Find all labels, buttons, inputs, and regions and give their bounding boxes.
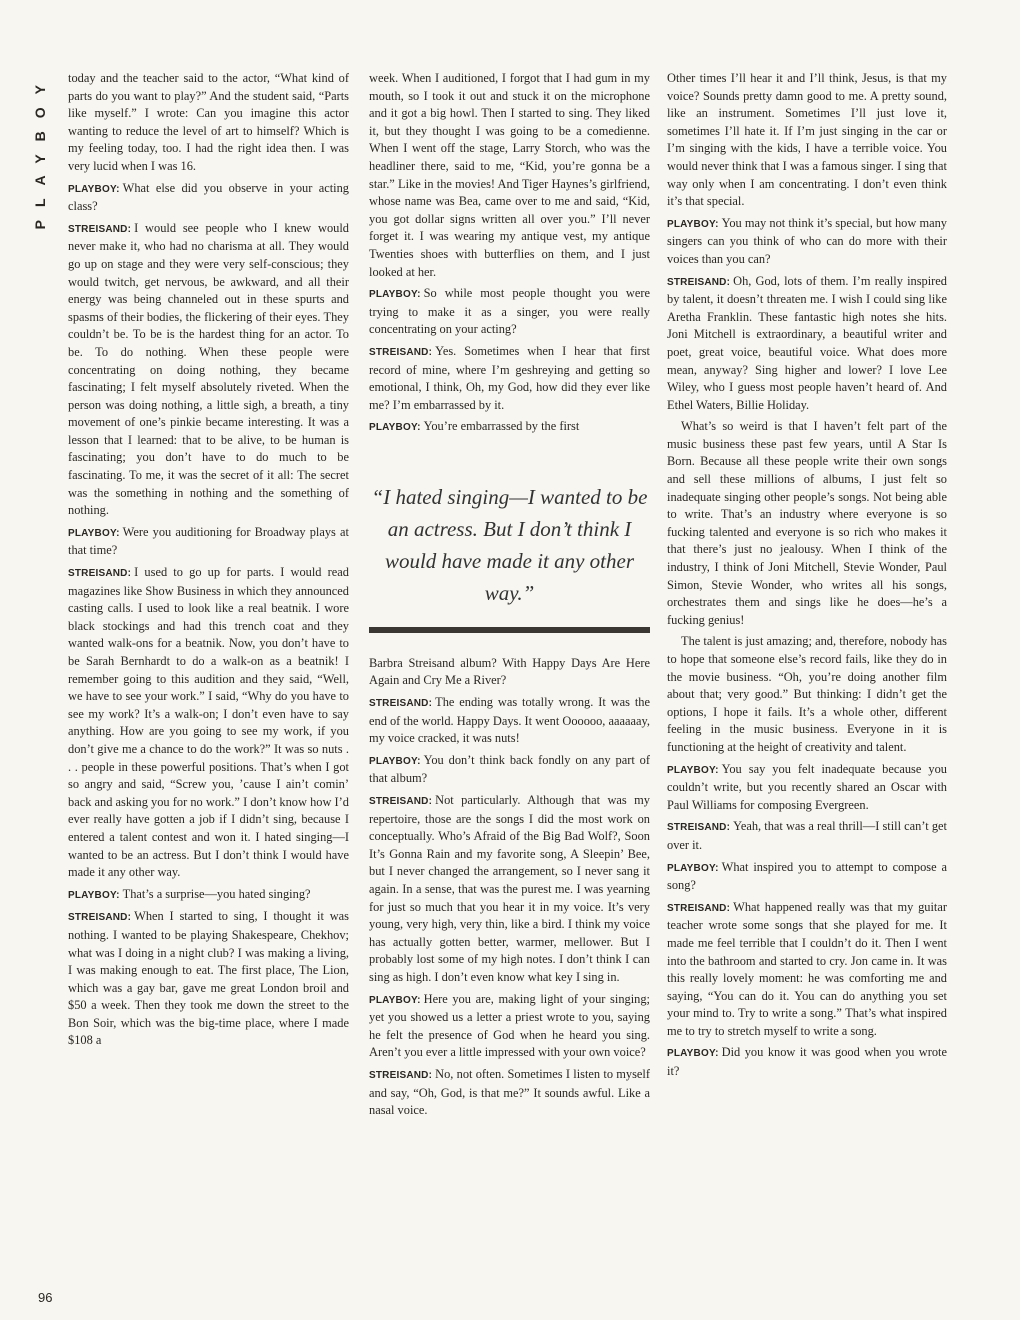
- column-2: [369, 70, 650, 1310]
- article-paragraph: [369, 694, 650, 748]
- paragraph-text: You say you felt inadequate because you couldn’t write, but you recently shared an Oscar with Paul Williams for composing Evergreen.: [667, 761, 947, 812]
- paragraph-text: Not particularly. Although that was my repertoire, those are the songs I did the most work on conceptually. Who’s Afraid of the Big Bad Wolf?, Soon It’s Gonna Rain and my favorite song, A Sleepin’ Bee, but I never changed the arrangement, so I never sang it again. In a sense, that was the purest me. I was yearning for just so much that you hear it in my voice. It’s very young, very high, very thin, like a bird. I think my voice has actually gotten better, warmer, mellower. But I probably lost some of my high notes. I don’t think I can sing as high. I don’t even know what key I sing in.: [369, 793, 650, 984]
- paragraph-text: You’re embarrassed by the first: [423, 419, 580, 434]
- article-paragraph: [369, 285, 650, 339]
- speaker-label: PLAYBOY:: [667, 764, 719, 776]
- speaker-label: STREISAND:: [68, 568, 132, 580]
- paragraph-text: Other times I’ll hear it and I’ll think, Jesus, is that my voice? Sounds pretty damn good to me. A pretty sound, like an instrument. Sometimes I’ll just love it, sometimes I’ll hate it. If I’m just singing in the car or I’m singing with the kids, I have a terrible voice. You would never think that I was a famous singer. I sing that way only when I am concentrating. I don’t even think it’s that special.: [667, 71, 947, 209]
- column-1: [68, 70, 349, 1310]
- article-paragraph: [369, 1066, 650, 1120]
- article-paragraph: [667, 633, 947, 756]
- article-paragraph: [667, 899, 947, 1041]
- speaker-label: STREISAND:: [667, 276, 731, 288]
- article-paragraph: [68, 908, 349, 1050]
- column-2-top-text: [369, 70, 650, 437]
- speaker-label: PLAYBOY:: [68, 527, 120, 539]
- paragraph-text: Were you auditioning for Broadway plays at that time?: [68, 524, 349, 558]
- column-2-bottom-text: [369, 655, 650, 1120]
- paragraph-text: You don’t think back fondly on any part of that album?: [369, 752, 650, 786]
- paragraph-text: Yeah, that was a real thrill—I still can’t get over it.: [667, 819, 947, 852]
- magazine-running-head: PLAYBOY: [32, 72, 48, 230]
- article-paragraph: [68, 564, 349, 882]
- speaker-label: PLAYBOY:: [667, 862, 719, 874]
- paragraph-text: You may not think it’s special, but how many singers can you think of who can do more with their voices than you can?: [667, 215, 947, 266]
- page-number: 96: [38, 1290, 53, 1305]
- article-paragraph: [667, 859, 947, 895]
- paragraph-text: That’s a surprise—you hated singing?: [122, 886, 311, 901]
- pull-quote-rule: [369, 627, 650, 633]
- paragraph-text: Oh, God, lots of them. I’m really inspired by talent, it doesn’t threaten me. I wish I could sing like Aretha Franklin. These fantastic high notes she hits. Joni Mitchell is extraordinary, a beautiful writer and poet, great voice, beautiful voice. What does more mean, anyway? Sing higher and lower? I love Lee Wiley, who I guess most people haven’t heard of. And Ethel Waters, Billie Holiday.: [667, 273, 947, 412]
- speaker-label: PLAYBOY:: [68, 889, 120, 901]
- article-paragraph: [667, 215, 947, 269]
- speaker-label: STREISAND:: [667, 902, 731, 914]
- paragraph-text: What inspired you to attempt to compose a song?: [667, 859, 947, 893]
- speaker-label: STREISAND:: [369, 796, 433, 808]
- article-paragraph: [667, 761, 947, 815]
- paragraph-text: I used to go up for parts. I would read magazines like Show Business in which they announced casting calls. I used to look like a real beatnik. I wore black stockings and had this trench coat and they wanted walk-ons for a beatnik. Now, you don’t have to be Sarah Bernhardt to do a walk-on as a beatnik! I remember going to this audition and they said, “Well, we have to see your work.” I said, “Why do you have to see my work? It’s a walk-on; I don’t even have to say anything. How are you going to see my work, if you don’t give me a chance to do the work?” It was so nuts . . . people in these powerful positions. That’s when I got so angry and said, “Screw you, ’cause I ain’t comin’ back and asking you for no work.” I don’t know how I’d ever really have gotten a job if I didn’t sing, because I entered a talent contest and won it. I hated singing—I wanted to be an actress. But I don’t think I would have made it any other way.: [68, 565, 349, 880]
- article-paragraph: [667, 273, 947, 415]
- speaker-label: PLAYBOY:: [369, 994, 421, 1006]
- speaker-label: STREISAND:: [369, 346, 433, 358]
- article-paragraph: [667, 70, 947, 211]
- article-paragraph: [68, 886, 349, 905]
- article-paragraph: [369, 991, 650, 1062]
- speaker-label: PLAYBOY:: [369, 422, 421, 434]
- paragraph-text: The ending was totally wrong. It was the end of the world. Happy Days. It went Oooooo, aaaaaay, my voice cracked, it was nuts!: [369, 695, 650, 746]
- paragraph-text: What happened really was that my guitar teacher wrote some songs that she played for me. It made me feel terrible that I couldn’t do it. Then I went into the bathroom and started to cry. Jon came in. It was this really lovely moment: he was comforting me and saying, “You can do it. You can do anything you set your mind to. Try to write a song.” That’s what inspired me to try to stretch myself to write a song.: [667, 899, 947, 1038]
- speaker-label: STREISAND:: [369, 698, 433, 710]
- article-paragraph: [68, 180, 349, 216]
- paragraph-text: today and the teacher said to the actor, “What kind of parts do you want to play?” And the student said, “Parts like myself.” I wrote: Can you imagine this actor wanting to reduce the level of art to himself? Which is my feeling today, too. I had the right idea then. I was very lucid when I was 16.: [68, 71, 349, 173]
- speaker-label: STREISAND:: [68, 912, 132, 924]
- article-paragraph: [369, 70, 650, 281]
- speaker-label: PLAYBOY:: [667, 218, 719, 230]
- paragraph-text: Did you know it was good when you wrote it?: [667, 1045, 947, 1079]
- paragraph-text: No, not often. Sometimes I listen to myself and say, “Oh, God, is that me?” It sounds awful. Like a nasal voice.: [369, 1066, 650, 1118]
- speaker-label: STREISAND:: [369, 1069, 433, 1081]
- paragraph-text: The talent is just amazing; and, therefore, nobody has to hope that someone else’s record fails, like they do in the movie business. “Oh, you’re doing another film about that; very good.” But thinking: I didn’t get the options, I hope it fails. It’s a whole other, different feeling in the music business. Everyone in it is functioning at the height of creativity and talent.: [667, 634, 947, 754]
- article-paragraph: [369, 752, 650, 788]
- paragraph-text: What’s so weird is that I haven’t felt part of the music business these past few years, until A Star Is Born. Because all these people write their own songs and sell these millions of albums, I just felt so inadequate singing other people’s songs. Not being able to write. That’s an industry where everyone is so fucking talented and everyone is so rich who makes it that there’s just no jealousy. When I think of the industry, I think of Joni Mitchell, Stevie Wonder, Paul Simon, Stevie Wonder, who writes all his songs, orchestrates them and sings like he does—he’s a fucking genius!: [667, 419, 947, 627]
- column-3: [667, 70, 947, 1310]
- article-paragraph: [369, 343, 650, 414]
- article-paragraph: [667, 1044, 947, 1080]
- paragraph-text: Barbra Streisand album? With Happy Days Are Here Again and Cry Me a River?: [369, 655, 650, 688]
- article-paragraph: [68, 220, 349, 520]
- article-paragraph: [68, 70, 349, 176]
- paragraph-text: So while most people thought you were trying to make it as a singer, you were really concentrating on your acting?: [369, 286, 650, 337]
- paragraph-text: I would see people who I knew would never make it, who had no charisma at all. They would go up on stage and they were very self-conscious; they would twitch, get nervous, be awkward, and all their energy was being channeled out in these spurts and spasms of their bodies, the flickering of their eyes. They couldn’t be. To be is the hardest thing for an actor. To be. To do nothing. When these people were concentrating on doing nothing, they became fascinating; I felt myself absolutely riveted. When the person was doing nothing, a little sigh, a breath, a tiny movement of one’s pinkie became interesting. It was a lesson that I learned: that to be alive, to be human is fascinating; you don’t have to do much to be fascinating. To me, it was the secret of it all: The secret was the something in nothing and the something of nothing.: [68, 220, 349, 518]
- paragraph-text: Here you are, making light of your singing; yet you showed us a letter a priest wrote to you, saying he felt the presence of God when he heard you sing. Aren’t you ever a little impressed with your own voice?: [369, 991, 650, 1060]
- paragraph-text: week. When I auditioned, I forgot that I had gum in my mouth, so I took it out and stuck it on the microphone and it got a big howl. Then I started to sing. They liked it, but they thought I was going to be a comedienne. When I went off the stage, Larry Storch, who was the headliner there, said to me, “Kid, you’re gonna be a star.” Like in the movies! And Tiger Haynes’s girlfriend, whose name was Bea, came over to me and said, “Kid, you got dollar signs written all over you.” I’ll never forget it. I was wearing my antique vest, my antique Twenties shoes with butterflies on them, and I just looked at her.: [369, 71, 650, 279]
- paragraph-text: Yes. Sometimes when I hear that first record of mine, where I’m geshreying and getting so emotional, I think, Oh, my God, how did they ever like me? I’m embarrassed by it.: [369, 343, 650, 412]
- article-paragraph: [667, 418, 947, 629]
- article-paragraph: [369, 655, 650, 690]
- paragraph-text: What else did you observe in your acting class?: [68, 180, 349, 214]
- pull-quote: “I hated singing—I wanted to be an actress. But I don’t think I would have made it any other way.”: [371, 484, 648, 605]
- speaker-label: PLAYBOY:: [68, 183, 120, 195]
- article-paragraph: [68, 524, 349, 560]
- speaker-label: STREISAND:: [68, 223, 132, 235]
- article-paragraph: [369, 418, 650, 437]
- paragraph-text: When I started to sing, I thought it was nothing. I wanted to be playing Shakespeare, Chekhov; what was I doing in a night club? I was making a living, I was making enough to eat. The first place, The Lion, which was a gay bar, gave me great London broil and $50 a week. Then they took me down the street to the Bon Soir, which was the big-time place, where I made $108 a: [68, 909, 349, 1048]
- article-paragraph: [667, 818, 947, 854]
- article-paragraph: [369, 792, 650, 987]
- speaker-label: STREISAND:: [667, 822, 731, 834]
- speaker-label: PLAYBOY:: [369, 755, 421, 767]
- speaker-label: PLAYBOY:: [667, 1048, 719, 1060]
- speaker-label: PLAYBOY:: [369, 289, 421, 301]
